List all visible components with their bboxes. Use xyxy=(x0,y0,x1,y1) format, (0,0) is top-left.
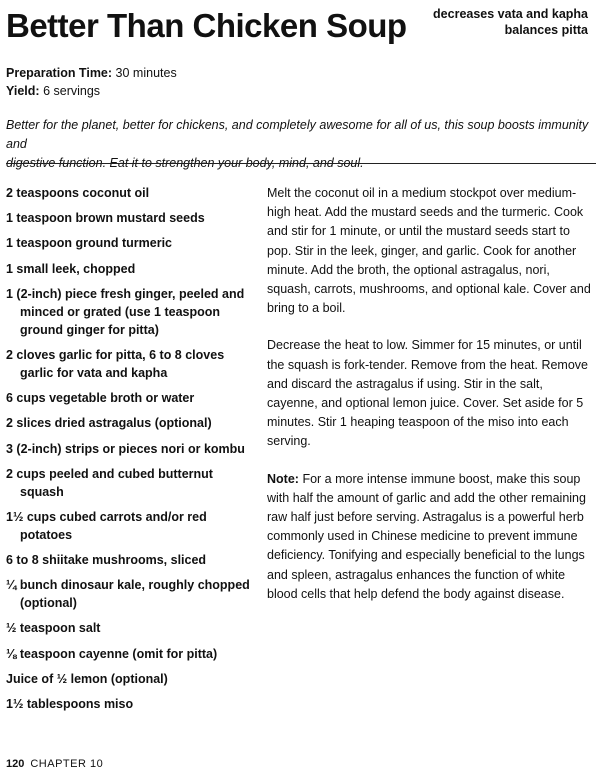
recipe-title: Better Than Chicken Soup xyxy=(6,7,407,44)
recipe-note xyxy=(267,470,595,604)
ingredient-item: 2 slices dried astragalus (optional) xyxy=(6,416,212,431)
ingredient-item: 1½ cups cubed carrots and/or red potatoes xyxy=(6,509,207,542)
section-divider xyxy=(6,163,596,164)
page-number: 120 xyxy=(6,758,25,770)
ingredient-item: 1 small leek, chopped xyxy=(6,261,136,276)
ingredient-item: 1 teaspoon ground turmeric xyxy=(6,236,172,251)
ingredient-item: 1 teaspoon brown mustard seeds xyxy=(6,211,205,226)
directions xyxy=(267,184,595,622)
dosha-effects xyxy=(388,6,588,38)
recipe-intro xyxy=(6,116,591,173)
yield xyxy=(6,82,177,100)
prep-time xyxy=(6,64,177,82)
dosha-line-balances: balances pitta xyxy=(504,23,588,37)
prep-time-label: Preparation Time: xyxy=(6,66,113,80)
intro-line: Better for the planet, better for chickens, and completely awesome for all of us, this soup boosts immunity and xyxy=(6,118,589,151)
ingredient-item: 3 (2-inch) strips or pieces nori or kombu xyxy=(6,441,245,456)
yield-value: 6 servings xyxy=(43,84,101,98)
direction-step: Melt the coconut oil in a medium stockpot over medium-high heat. Add the mustard seeds and the turmeric. Cook and stir for 1 minute, or until the mustard seeds start to pop. Stir in the leek, ginger, and garlic. Cook for another minute. Add the broth, the optional astragalus, nori, squash, carrots, mushrooms, and optional kale. Cover and bring to a boil. xyxy=(267,186,591,316)
ingredient-item: 1½ tablespoons miso xyxy=(6,697,134,711)
recipe-meta xyxy=(6,64,177,100)
page-footer xyxy=(6,758,103,770)
ingredient-item: 2 cups peeled and cubed butternut squash xyxy=(6,466,213,499)
ingredient-item: 6 cups vegetable broth or water xyxy=(6,391,195,406)
note-label: Note: xyxy=(267,471,299,486)
ingredient-item: 1 (2-inch) piece fresh ginger, peeled and minced or grated (use 1 teaspoon ground ginger for pitta) xyxy=(6,286,245,337)
yield-label: Yield: xyxy=(6,84,40,98)
direction-step: Decrease the heat to low. Simmer for 15 minutes, or until the squash is fork-tender. Remove from the heat. Remove and discard the astragalus if using. Stir in the salt, cayenne, and optional lemon juice. Cover. Set aside for 5 minutes. Stir 1 heaping teaspoon of the miso into each serving. xyxy=(267,338,588,449)
ingredient-item: ½ teaspoon salt xyxy=(6,621,101,636)
ingredient-item: ¼ bunch dinosaur kale, roughly chopped (optional) xyxy=(6,578,250,611)
note-text: For a more intense immune boost, make this soup with half the amount of garlic and add the other remaining raw half just before serving. Astragalus is a powerful herb commonly used in Chinese medicine to prevent immune deficiency. Tonifying and especially beneficial to the lungs and spleen, astragalus enhances the function of white blood cells that help defend the body against disease. xyxy=(267,471,586,601)
chapter-label: CHAPTER 10 xyxy=(30,758,104,770)
ingredient-item: 2 teaspoons coconut oil xyxy=(6,186,150,200)
ingredient-item: 2 cloves garlic for pitta, 6 to 8 cloves garlic for vata and kapha xyxy=(6,347,225,380)
ingredient-item: 6 to 8 shiitake mushrooms, sliced xyxy=(6,553,207,568)
ingredient-list xyxy=(6,184,256,720)
dosha-line-decreases: decreases vata and kapha xyxy=(433,7,588,21)
prep-time-value: 30 minutes xyxy=(115,66,177,80)
intro-line: digestive function. Eat it to strengthen your body, mind, and soul. xyxy=(6,156,364,170)
ingredient-item: ⅛ teaspoon cayenne (omit for pitta) xyxy=(6,646,218,661)
ingredient-item: Juice of ½ lemon (optional) xyxy=(6,671,168,686)
